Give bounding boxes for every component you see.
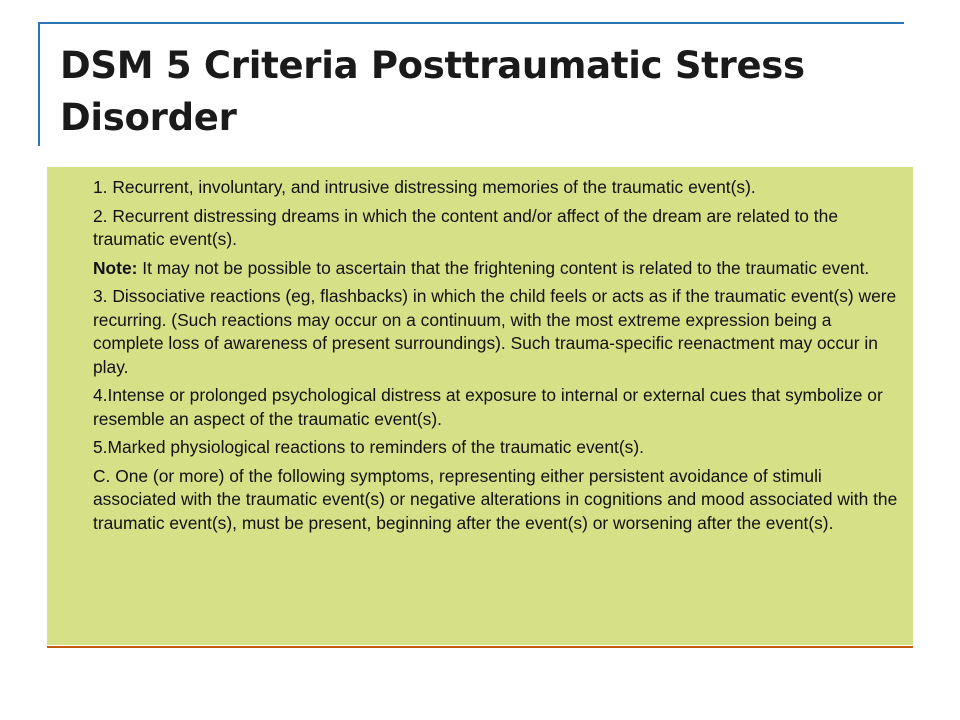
criterion-text: C. One (or more) of the following symptoms, representing either persistent avoidance of stimuli associated with the traumatic event(s) or negative alterations in cognitions and mood associated with the traumatic event(s), must be present, beginning after the event(s) or worsening after the event(s). xyxy=(93,465,898,533)
criterion-text: 1. Recurrent, involuntary, and intrusive distressing memories of the traumatic event(s). xyxy=(93,177,756,197)
criterion-item-5 xyxy=(93,436,905,460)
criterion-text: 3. Dissociative reactions (eg, flashbacks) in which the child feels or acts as if the traumatic event(s) were recurring. (Such reactions may occur on a continuum, with the most extreme expression being a complete loss of awareness of present surroundings). Such trauma-specific reenactment may occur in play. xyxy=(93,286,897,377)
criterion-item-2 xyxy=(93,205,905,252)
criterion-item-1 xyxy=(93,176,905,200)
criterion-c-item xyxy=(93,465,905,536)
note-item xyxy=(93,257,905,281)
title-left-rule xyxy=(38,22,40,146)
criteria-list xyxy=(93,176,905,540)
criterion-text: 5.Marked physiological reactions to reminders of the traumatic event(s). xyxy=(93,437,644,457)
criterion-text: 4.Intense or prolonged psychological distress at exposure to internal or external cues that symbolize or resemble an aspect of the traumatic event(s). xyxy=(93,385,883,429)
note-text: It may not be possible to ascertain that the frightening content is related to the traumatic event. xyxy=(137,257,870,278)
note-label: Note: xyxy=(93,257,138,278)
title-top-rule xyxy=(38,22,904,24)
criterion-text: 2. Recurrent distressing dreams in which the content and/or affect of the dream are related to the traumatic event(s). xyxy=(93,205,838,249)
slide-title: DSM 5 Criteria Posttraumatic Stress Disorder xyxy=(60,44,805,139)
criterion-item-3 xyxy=(93,285,905,379)
content-bottom-rule xyxy=(47,646,913,648)
criterion-item-4 xyxy=(93,384,905,431)
